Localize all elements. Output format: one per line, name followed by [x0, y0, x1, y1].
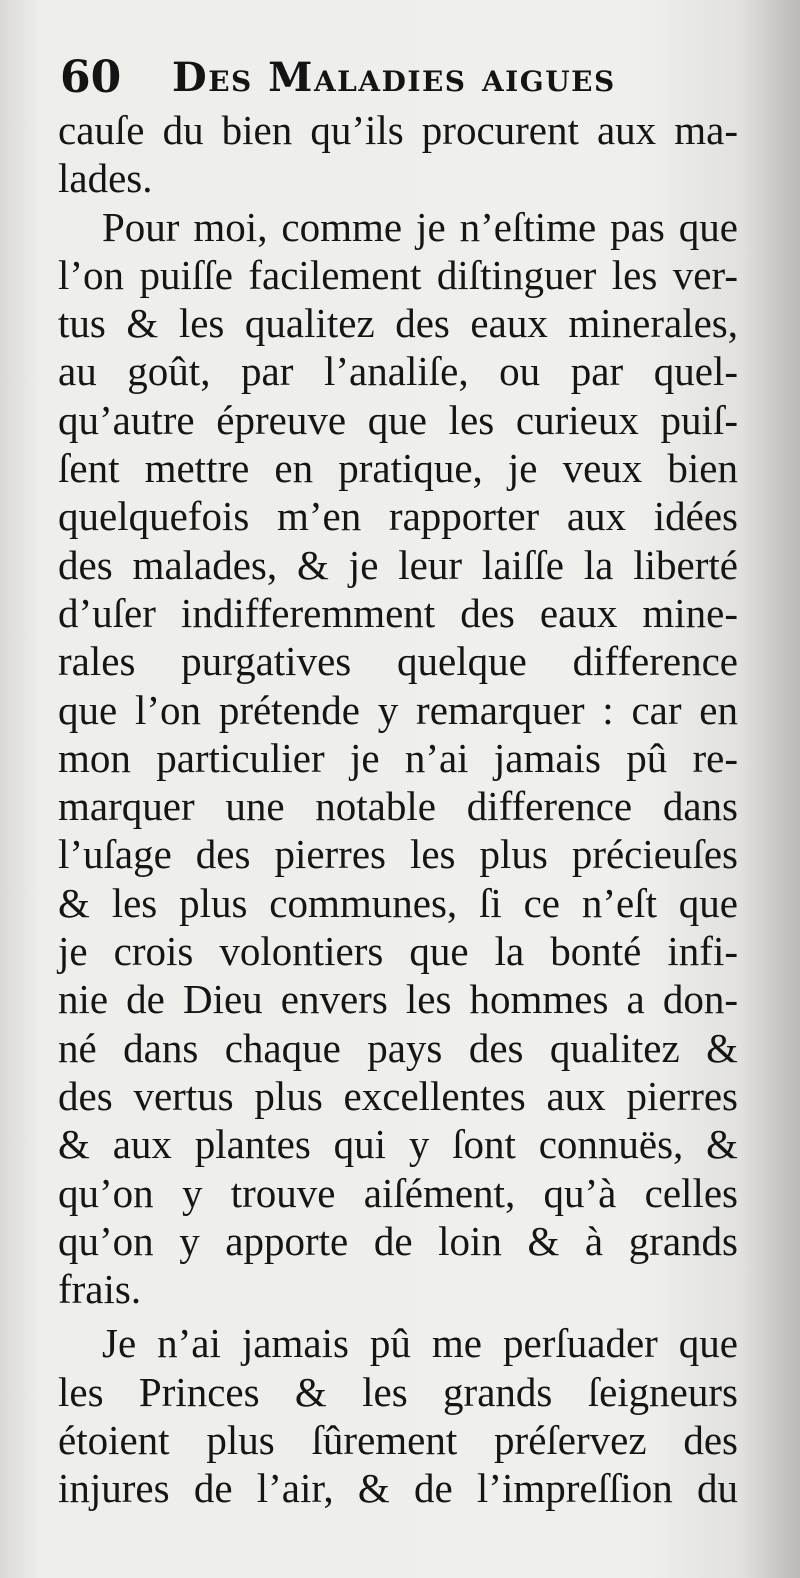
text-line: cauſe du bien qu’ils procurent aux ma-: [58, 107, 738, 153]
text-line: des vertus plus excellentes aux pierres: [58, 1072, 738, 1119]
text-line: l’on puiſſe facilement diſtinguer les ver-: [58, 251, 738, 298]
text-line: nie de Dieu envers les hommes a don-: [58, 976, 738, 1023]
text-line: l’uſage des pierres les plus précieuſes: [58, 831, 738, 878]
text-line: tus & les qualitez des eaux minerales,: [58, 300, 738, 347]
text-line: les Princes & les grands ſeigneurs: [58, 1368, 738, 1415]
text-line: étoient plus ſûrement préſervez des: [58, 1417, 738, 1464]
page-edge-shadow: [740, 0, 800, 1578]
running-head: Des Maladies aigues: [172, 54, 616, 101]
text-line: qu’on y trouve aiſément, qu’à celles: [58, 1169, 738, 1216]
text-line: quelquefois m’en rapporter aux idées: [58, 493, 738, 540]
text-line: que l’on prétende y remarquer : car en: [58, 686, 738, 733]
text-line: au goût, par l’analiſe, ou par quel-: [58, 348, 738, 395]
text-line: marquer une notable difference dans: [58, 783, 738, 830]
text-line: & les plus communes, ſi ce n’eſt que: [58, 879, 738, 926]
text-line: d’uſer indifferemment des eaux mine-: [58, 589, 738, 636]
text-line: mon particulier je n’ai jamais pû re-: [58, 734, 738, 781]
page-header: [60, 48, 680, 108]
text-line: des malades, & je leur laiſſe la liberté: [58, 541, 738, 588]
text-line: qu’on y apporte de loin & à grands: [58, 1217, 738, 1264]
body-text: [58, 106, 738, 1513]
text-line: né dans chaque pays des qualitez &: [58, 1024, 738, 1071]
text-line: & aux plantes qui y ſont connuës, &: [58, 1121, 738, 1168]
text-line: lades.: [58, 155, 153, 202]
text-line: qu’autre épreuve que les curieux puiſ-: [58, 396, 738, 443]
text-line: ſent mettre en pratique, je veux bien: [58, 445, 738, 492]
text-line: injures de l’air, & de l’impreſſion du: [58, 1465, 738, 1512]
text-line: rales purgatives quelque difference: [58, 638, 738, 685]
text-line: frais.: [58, 1266, 142, 1313]
page-number: 60: [60, 52, 122, 103]
text-line: Je n’ai jamais pû me perſuader que: [102, 1320, 738, 1367]
text-line: je crois volontiers que la bonté infi-: [58, 928, 738, 975]
text-line: Pour moi, comme je n’eſtime pas que: [102, 203, 738, 250]
